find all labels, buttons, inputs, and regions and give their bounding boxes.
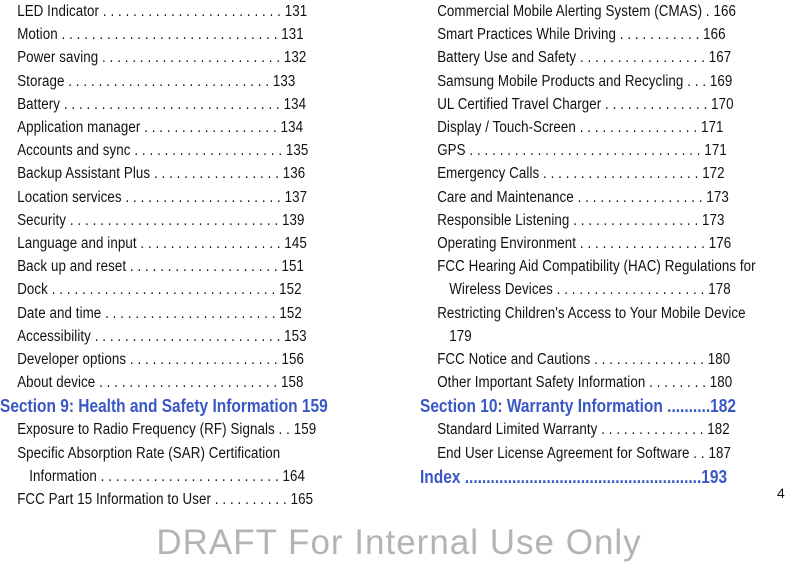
toc-entry-continuation[interactable]: Information . . . . . . . . . . . . . . . . . . . . . . . . 164 bbox=[29, 467, 306, 485]
toc-entry[interactable]: Specific Absorption Rate (SAR) Certification bbox=[17, 444, 281, 462]
toc-entry[interactable]: Accessibility . . . . . . . . . . . . . . . . . . . . . . . . . 153 bbox=[17, 327, 307, 345]
toc-entry[interactable]: About device . . . . . . . . . . . . . . . . . . . . . . . . 158 bbox=[17, 374, 304, 392]
toc-entry[interactable]: Battery . . . . . . . . . . . . . . . . . . . . . . . . . . . . . 134 bbox=[17, 95, 307, 113]
toc-entry-continuation[interactable]: Wireless Devices . . . . . . . . . . . . . . . . . . . . 178 bbox=[449, 281, 731, 299]
toc-entry[interactable]: Back up and reset . . . . . . . . . . . . . . . . . . . . 151 bbox=[17, 258, 304, 276]
toc-entry[interactable]: Restricting Children's Access to Your Mobile Device bbox=[437, 304, 746, 322]
toc-entry[interactable]: UL Certified Travel Charger . . . . . . . . . . . . . . 170 bbox=[437, 95, 734, 113]
draft-watermark: DRAFT For Internal Use Only bbox=[156, 523, 642, 562]
toc-entry-continuation[interactable]: 179 bbox=[449, 327, 472, 345]
toc-entry[interactable]: Emergency Calls . . . . . . . . . . . . . . . . . . . . . 172 bbox=[437, 165, 725, 183]
toc-entry[interactable]: Accounts and sync . . . . . . . . . . . . . . . . . . . . 135 bbox=[17, 142, 309, 160]
toc-entry[interactable]: Motion . . . . . . . . . . . . . . . . . . . . . . . . . . . . . 131 bbox=[17, 26, 304, 44]
toc-entry[interactable]: Storage . . . . . . . . . . . . . . . . . . . . . . . . . . . 133 bbox=[17, 72, 296, 90]
toc-entry[interactable]: Responsible Listening . . . . . . . . . . . . . . . . . 173 bbox=[437, 211, 725, 229]
toc-entry[interactable]: LED Indicator . . . . . . . . . . . . . . . . . . . . . . . . 131 bbox=[17, 3, 308, 20]
toc-entry[interactable]: FCC Hearing Aid Compatibility (HAC) Regulations for bbox=[437, 258, 756, 276]
toc-entry[interactable]: Samsung Mobile Products and Recycling . . . 169 bbox=[437, 72, 733, 90]
toc-entry[interactable]: Commercial Mobile Alerting System (CMAS) . 166 bbox=[437, 3, 736, 20]
toc-entry[interactable]: Language and input . . . . . . . . . . . . . . . . . . . 145 bbox=[17, 235, 307, 253]
toc-entry[interactable]: FCC Part 15 Information to User . . . . . . . . . . 165 bbox=[17, 491, 314, 509]
toc-left-column bbox=[0, 0, 378, 511]
toc-entry[interactable]: GPS . . . . . . . . . . . . . . . . . . . . . . . . . . . . . . . 171 bbox=[437, 142, 727, 160]
toc-section-heading[interactable]: Section 9: Health and Safety Information 159 bbox=[0, 396, 328, 417]
toc-right-column bbox=[420, 0, 798, 489]
toc-entry[interactable]: Application manager . . . . . . . . . . . . . . . . . . 134 bbox=[17, 119, 304, 137]
toc-entry[interactable]: Care and Maintenance . . . . . . . . . . . . . . . . . 173 bbox=[437, 188, 729, 206]
toc-entry[interactable]: Exposure to Radio Frequency (RF) Signals . . 159 bbox=[17, 421, 317, 439]
toc-entry[interactable]: Display / Touch-Screen . . . . . . . . . . . . . . . . 171 bbox=[437, 119, 724, 137]
toc-entry[interactable]: Backup Assistant Plus . . . . . . . . . . . . . . . . . 136 bbox=[17, 165, 306, 183]
toc-entry[interactable]: FCC Notice and Cautions . . . . . . . . . . . . . . . 180 bbox=[437, 351, 731, 369]
toc-entry[interactable]: Dock . . . . . . . . . . . . . . . . . . . . . . . . . . . . . . 152 bbox=[17, 281, 302, 299]
toc-entry[interactable]: Operating Environment . . . . . . . . . . . . . . . . . 176 bbox=[437, 235, 732, 253]
toc-entry[interactable]: End User License Agreement for Software . . 187 bbox=[437, 444, 731, 462]
toc-entry[interactable]: Location services . . . . . . . . . . . . . . . . . . . . . 137 bbox=[17, 188, 308, 206]
toc-section-heading[interactable]: Index .......................................................193 bbox=[420, 466, 728, 487]
toc-entry[interactable]: Power saving . . . . . . . . . . . . . . . . . . . . . . . . 132 bbox=[17, 49, 307, 67]
toc-entry[interactable]: Date and time . . . . . . . . . . . . . . . . . . . . . . . 152 bbox=[17, 304, 302, 322]
toc-entry[interactable]: Other Important Safety Information . . . . . . . . 180 bbox=[437, 374, 733, 392]
toc-entry[interactable]: Battery Use and Safety . . . . . . . . . . . . . . . . . 167 bbox=[437, 49, 732, 67]
toc-entry[interactable]: Developer options . . . . . . . . . . . . . . . . . . . . 156 bbox=[17, 351, 304, 369]
toc-entry[interactable]: Standard Limited Warranty . . . . . . . . . . . . . . 182 bbox=[437, 421, 730, 439]
page-number: 4 bbox=[777, 485, 785, 501]
toc-section-heading[interactable]: Section 10: Warranty Information ..........182 bbox=[420, 396, 736, 417]
toc-entry[interactable]: Security . . . . . . . . . . . . . . . . . . . . . . . . . . . . 139 bbox=[17, 211, 305, 229]
toc-entry[interactable]: Smart Practices While Driving . . . . . . . . . . . 166 bbox=[437, 26, 726, 44]
